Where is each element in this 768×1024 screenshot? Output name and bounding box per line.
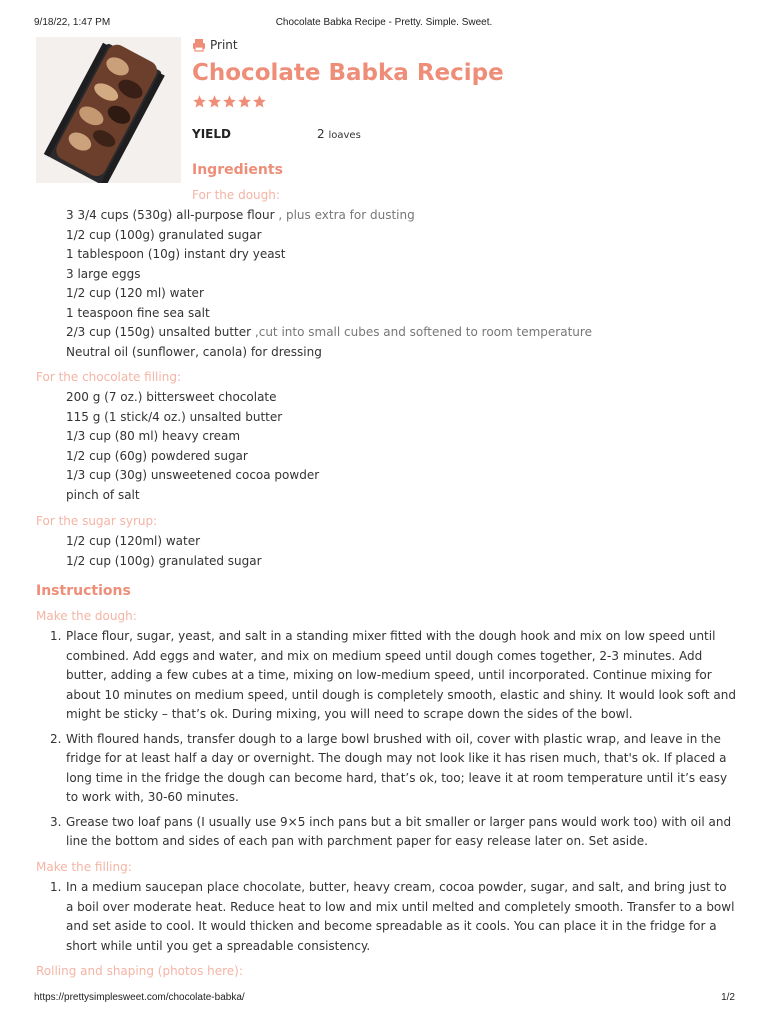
syrup-subheading: For the sugar syrup: [36, 514, 158, 528]
star-icon[interactable] [222, 94, 237, 109]
step-number: 1. [50, 629, 62, 643]
make-filling-subheading: Make the filling: [36, 860, 132, 874]
ingredient-text: 1 tablespoon (10g) instant dry yeast [66, 247, 286, 261]
ingredient-item: 1/2 cup (100g) granulated sugar [66, 553, 262, 568]
filling-ingredient-list [66, 388, 319, 505]
step-text: In a medium saucepan place chocolate, butter, heavy cream, cocoa powder, sugar, and salt, and bring just to a boil over moderate heat. Reduce heat to low and mix until melted and completely smooth. Transfer to a bowl and set aside to cool. It would thicken and become spreadable as it cools. You can place it in the fridge for a short while until you get a spreadable consistency. [66, 880, 735, 953]
ingredient-item [66, 304, 592, 324]
page-number: 1/2 [721, 992, 735, 1003]
printer-icon [192, 38, 206, 52]
yield-number: 2 [317, 127, 325, 141]
ingredient-item: 1/2 cup (60g) powdered sugar [66, 448, 248, 463]
instruction-step [36, 813, 736, 852]
ingredient-item [66, 323, 592, 343]
step-number: 1. [50, 880, 62, 894]
ingredient-text: 1 teaspoon fine sea salt [66, 305, 210, 320]
yield-label: YIELD [192, 127, 231, 141]
print-button[interactable] [192, 38, 238, 52]
instruction-step [36, 627, 736, 725]
rolling-subheading[interactable] [36, 964, 243, 978]
step-number: 3. [50, 814, 62, 829]
ingredient-item: 1/3 cup (30g) unsweetened cocoa powder [66, 468, 320, 482]
ingredient-text: 1/2 cup (100g) granulated sugar [66, 227, 262, 242]
print-label: Print [210, 38, 238, 52]
ingredient-text: Neutral oil (sunflower, canola) for dressing [66, 344, 322, 359]
ingredient-item: 115 g (1 stick/4 oz.) unsalted butter [66, 409, 283, 424]
print-datetime: 9/18/22, 1:47 PM [34, 17, 111, 28]
ingredient-item [66, 265, 592, 285]
ingredient-text: 3 large eggs [66, 266, 141, 281]
ingredient-item: 200 g (7 oz.) bittersweet chocolate [66, 390, 277, 404]
instruction-step [36, 878, 736, 956]
ingredient-item: pinch of salt [66, 487, 140, 502]
filling-steps-list [36, 878, 736, 961]
ingredient-item: 1/3 cup (80 ml) heavy cream [66, 429, 241, 443]
ingredient-item [66, 245, 592, 265]
babka-photo [36, 37, 181, 183]
star-icon[interactable] [192, 94, 207, 109]
dough-subheading: For the dough: [192, 188, 280, 202]
filling-subheading: For the chocolate filling: [36, 370, 181, 384]
ingredient-item: 1/2 cup (120ml) water [66, 534, 201, 548]
dough-steps-list [36, 627, 736, 857]
star-rating[interactable] [192, 94, 267, 109]
star-icon[interactable] [207, 94, 222, 109]
rolling-heading-text: Rolling and shaping (photos here): [36, 964, 243, 978]
ingredient-text: 1/2 cup (120 ml) water [66, 286, 204, 300]
ingredient-note: ,cut into small cubes and softened to room temperature [251, 325, 592, 339]
ingredient-note: , plus extra for dusting [274, 208, 415, 222]
recipe-title: Chocolate Babka Recipe [192, 60, 504, 86]
step-text: Place flour, sugar, yeast, and salt in a standing mixer fitted with the dough hook and mix on low speed until combined. Add eggs and water, and mix on medium speed until dough comes together, 2-3 minutes. Add butter, adding a few cubes at a time, mixing on low-medium speed, until incorporated. Continue mixing for about 10 minutes on medium speed, until dough is completely smooth, elastic and shiny. It would look soft and might be sticky – that’s ok. During mixing, you will need to scrape down the sides of the bowl. [66, 629, 737, 721]
ingredient-item [66, 284, 592, 304]
ingredient-item [66, 343, 592, 363]
instruction-step [36, 730, 736, 808]
syrup-ingredient-list [66, 532, 262, 571]
yield-unit: loaves [328, 130, 361, 141]
star-icon[interactable] [237, 94, 252, 109]
ingredient-text: 2/3 cup (150g) unsalted butter [66, 325, 252, 339]
instructions-heading: Instructions [36, 583, 131, 599]
ingredient-item [66, 206, 592, 226]
footer-url: https://prettysimplesweet.com/chocolate-babka/ [34, 992, 245, 1003]
step-text: With floured hands, transfer dough to a large bowl brushed with oil, cover with plastic wrap, and leave in the fridge for at least half a day or overnight. The dough may not look like it has risen much, that's ok. If placed a long time in the fridge the dough can become hard, that’s ok, too; leave it at room temperature until it’s easy to work with, 30-60 minutes. [66, 731, 728, 804]
print-page-title: Chocolate Babka Recipe - Pretty. Simple. Sweet. [275, 17, 493, 28]
star-icon[interactable] [252, 94, 267, 109]
make-dough-subheading: Make the dough: [36, 609, 137, 623]
dough-ingredient-list [66, 206, 592, 362]
step-text: Grease two loaf pans (I usually use 9×5 inch pans but a bit smaller or larger pans would work too) with oil and line the bottom and sides of each pan with parchment paper for easy release later on. Set aside. [66, 814, 732, 848]
yield-value [317, 127, 361, 141]
ingredients-heading: Ingredients [192, 162, 283, 178]
step-number: 2. [50, 731, 62, 746]
ingredient-text: 3 3/4 cups (530g) all-purpose flour [66, 208, 275, 222]
ingredient-item [66, 226, 592, 246]
